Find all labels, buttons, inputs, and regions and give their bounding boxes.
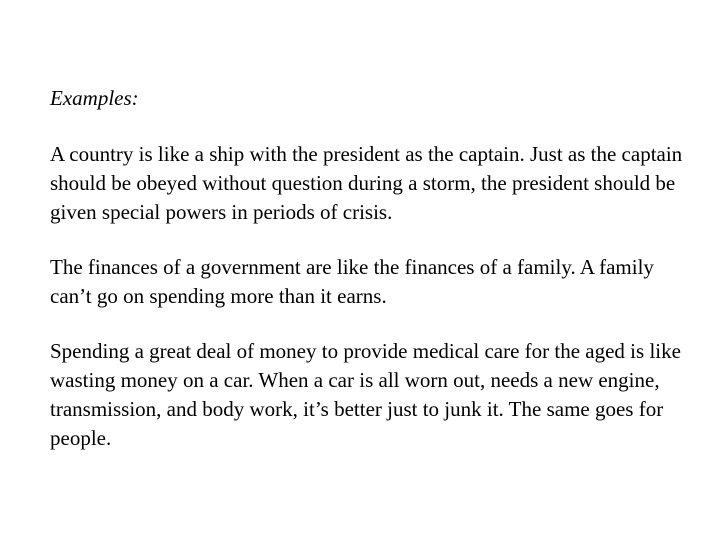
slide-content xyxy=(50,84,690,479)
example-paragraph-family: The finances of a government are like the finances of a family. A family can’t go on spending more than it earns. xyxy=(50,255,654,308)
example-paragraph-car: Spending a great deal of money to provide medical care for the aged is like wasting money on a car. When a car is all worn out, needs a new engine, transmission, and body work, it’s better just to junk it. The same goes for people. xyxy=(50,339,681,450)
example-paragraph-ship: A country is like a ship with the president as the captain. Just as the captain should be obeyed without question during a storm, the president should be given special powers in periods of crisis. xyxy=(50,142,683,224)
examples-heading: Examples: xyxy=(50,86,139,110)
